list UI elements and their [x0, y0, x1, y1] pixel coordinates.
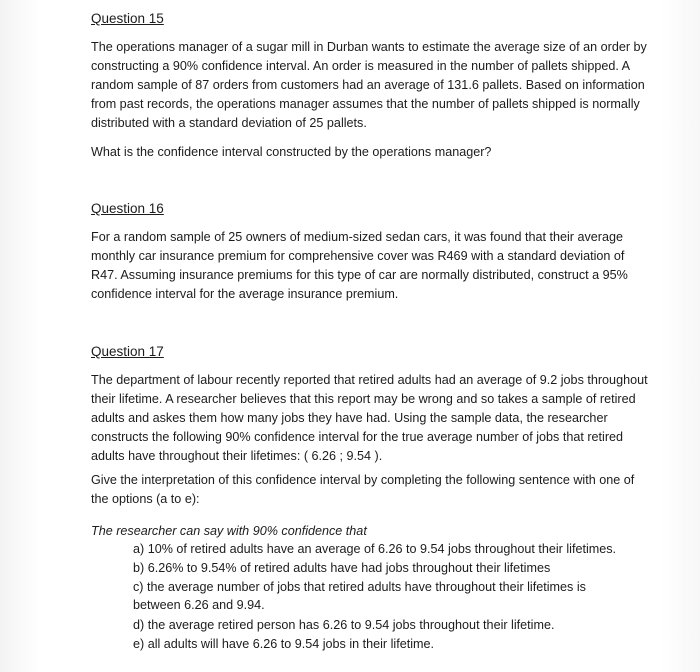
option-d: d) the average retired person has 6.26 to 9.54 jobs throughout their lifetime.: [133, 618, 555, 632]
question-15-body: The operations manager of a sugar mill in Durban wants to estimate the average size of an order by constructing a 90% confidence interval. An order is measured in the number of pallets shipped. A random sample of 87 orders from customers had an average of 131.6 pallets. Based on information from past records, the operations manager assumes that the number of pallets shipped is normally distributed with a standard deviation of 25 pallets.: [91, 40, 647, 131]
option-b: b) 6.26% to 9.54% of retired adults have had jobs throughout their lifetimes: [133, 561, 551, 575]
question-17-options: [91, 540, 671, 654]
question-15: [91, 10, 651, 28]
option-e: e) all adults will have 6.26 to 9.54 jobs in their lifetime.: [133, 637, 435, 651]
question-17-body: The department of labour recently reported that retired adults had an average of 9.2 jobs throughout their lifetime. A researcher believes that this report may be wrong and so takes a sample of retired adults and askes them how many jobs they have had. Using the sample data, the researcher constructs the following 90% confidence interval for the true average number of jobs that retired adults have throughout their lifetimes: ( 6.26 ; 9.54 ).: [91, 373, 648, 464]
question-17-body-block: [91, 371, 651, 466]
question-17-instruction: Give the interpretation of this confidence interval by completing the following sentence with one of the options (a to e):: [91, 473, 635, 507]
option-a: a) 10% of retired adults have an average of 6.26 to 9.54 jobs throughout their lifetimes.: [133, 542, 617, 556]
question-16-body-block: [91, 228, 651, 304]
question-17-instruction-block: [91, 471, 651, 509]
question-17: [91, 343, 651, 361]
question-16: [91, 200, 651, 218]
question-15-prompt: What is the confidence interval constructed by the operations manager?: [91, 145, 492, 159]
question-15-prompt-block: [91, 143, 651, 162]
question-15-title: Question 15: [91, 11, 164, 26]
question-17-lead: The researcher can say with 90% confidence that: [91, 524, 367, 538]
option-c: c) the average number of jobs that retired adults have throughout their lifetimes is between 6.26 and 9.94.: [133, 580, 586, 612]
question-15-body-block: [91, 38, 651, 133]
question-16-title: Question 16: [91, 201, 164, 216]
question-17-title: Question 17: [91, 344, 164, 359]
question-17-lead-block: [91, 522, 651, 541]
question-16-body: For a random sample of 25 owners of medium-sized sedan cars, it was found that their average monthly car insurance premium for comprehensive cover was R469 with a standard deviation of R47. Assuming insurance premiums for this type of car are normally distributed, construct a 95% confidence interval for the average insurance premium.: [91, 230, 628, 302]
